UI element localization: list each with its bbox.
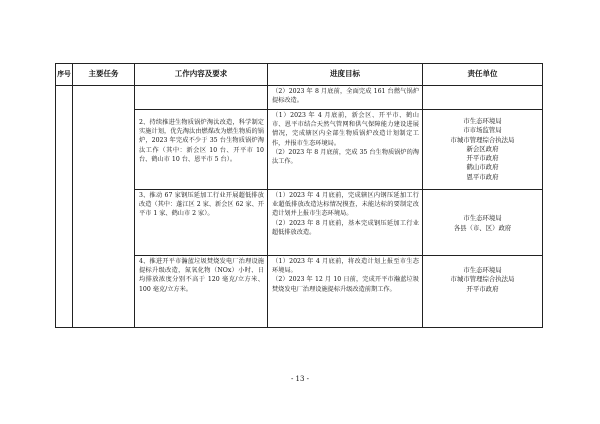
progress-cell: （1）2023 年 4 月底前，新会区、开平市、鹤山市、恩平市结合天然气管网和供气保障能力建设进展情况，完成辖区内全部生物质锅炉改造计划制定工作，并报市生态环境局。 （2）2023 年 8 月底前，完成 35 台生物质锅炉的淘汰工作。 bbox=[268, 110, 423, 190]
content-cell: 4、推进开平市瀚蓝垃圾焚烧发电厂治理设施提标升级改造，氮氧化物（NOx）小时、日均排放浓度分别不高于 120 毫克/立方米、100 毫克/立方米。 bbox=[135, 256, 268, 328]
page-number: - 13 - bbox=[290, 375, 310, 383]
unit-cell: 市生态环境局 市城市管理综合执法局 开平市政府 bbox=[423, 256, 543, 328]
progress-cell: （2）2023 年 8 月底前，全面完成 161 台燃气锅炉提标改造。 bbox=[268, 86, 423, 110]
task-table bbox=[55, 63, 543, 328]
unit-cell: 市生态环境局 各县（市、区）政府 bbox=[423, 190, 543, 256]
unit-cell bbox=[423, 86, 543, 110]
header-progress: 进度目标 bbox=[268, 64, 423, 86]
progress-cell: （1）2023 年 4 月底前，完成辖区内钢压延加工行业超低排放改造达标情况摸查，未能达标的要制定改造计划并上报市生态环境局。 （2）2023 年 8 月底前，基本完成钢压延加工行业超低排放改造。 bbox=[268, 190, 423, 256]
progress-cell: （1）2023 年 4 月底前，将改造计划上报至市生态环境局。 （2）2023 年 12 月 10 日前，完成开平市瀚蓝垃圾焚烧发电厂治理设施提标升级改造前期工作。 bbox=[268, 256, 423, 328]
unit-cell: 市生态环境局 市市场监管局 市城市管理综合执法局 新会区政府 开平市政府 鹤山市政府 恩平市政府 bbox=[423, 110, 543, 190]
table-row bbox=[56, 86, 543, 110]
header-task: 主要任务 bbox=[73, 64, 135, 86]
seq-cell bbox=[56, 86, 73, 328]
table-header-row bbox=[56, 64, 543, 86]
header-content: 工作内容及要求 bbox=[135, 64, 268, 86]
content-cell: 3、推动 67 家钢压延加工行业开展超低排放改造（其中：蓬江区 2 家、新会区 62 家、开平市 1 家、鹤山市 2 家）。 bbox=[135, 190, 268, 256]
task-cell bbox=[73, 86, 135, 328]
content-cell: 2、持续推进生物质锅炉淘汰改造，科学制定实施计划，优先淘汰由燃煤改为燃生物质的锅炉，2023 年完成不少于 35 台生物质锅炉淘汰工作（其中：新会区 10 台、开平市 10 台、鹤山市 10 台、恩平市 5 台）。 bbox=[135, 110, 268, 190]
content-cell bbox=[135, 86, 268, 110]
header-unit: 责任单位 bbox=[423, 64, 543, 86]
header-seq: 序号 bbox=[56, 64, 73, 86]
